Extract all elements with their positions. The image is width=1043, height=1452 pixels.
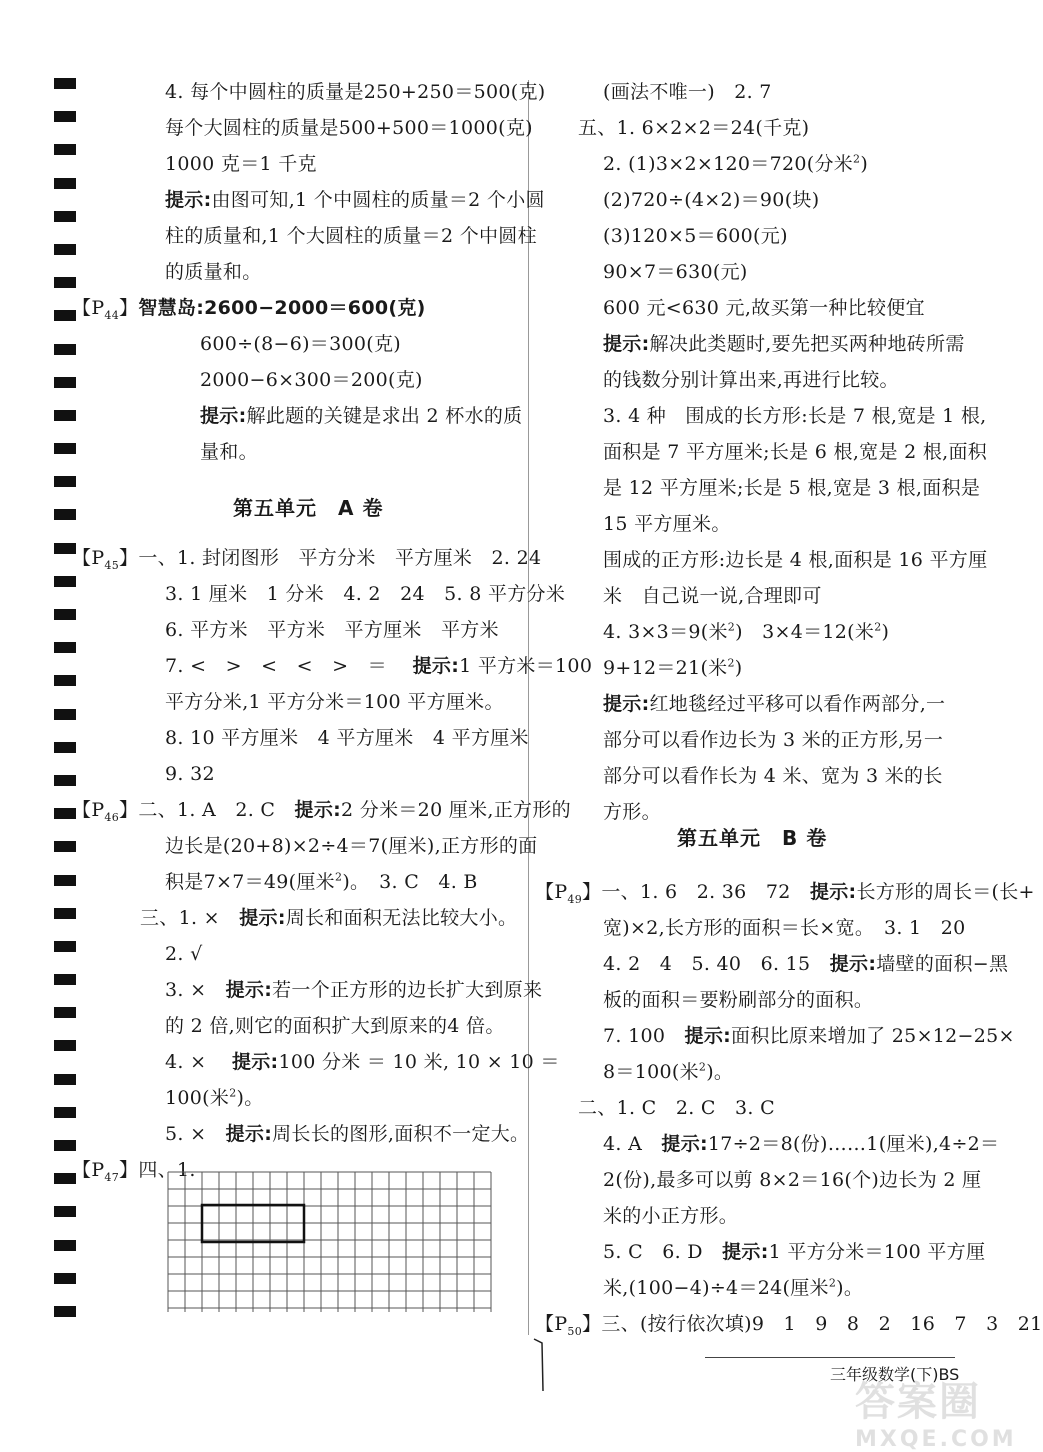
answer-line: 的 2 倍,则它的面积扩大到原来的4 倍。 <box>165 1015 505 1037</box>
binding-mark <box>54 111 76 122</box>
binding-mark <box>54 675 76 686</box>
binding-mark <box>54 1107 76 1118</box>
binding-mark <box>54 908 76 919</box>
answer-line: 600÷(8−6)＝300(克) <box>200 333 401 355</box>
answer-line: 【$P_{50}$】三、(按行依次填)9 1 9 8 2 16 7 3 21 <box>535 1313 1043 1338</box>
watermark-logo <box>855 1370 1017 1452</box>
binding-mark <box>54 277 76 288</box>
answer-line: 9+12＝21(米$^2$) <box>603 656 743 679</box>
page-ref: 【$P_{45}$】 <box>72 547 139 572</box>
binding-mark <box>54 609 76 620</box>
answer-line: 4. A 提示:17÷2＝8(份)……1(厘米),4÷2＝ <box>603 1133 1000 1155</box>
binding-mark <box>54 1206 76 1217</box>
binding-mark <box>54 178 76 189</box>
binding-mark <box>54 941 76 952</box>
answer-line: 【$P_{49}$】一、1. 6 2. 36 72 提示:长方形的周长＝(长+ <box>535 881 1035 906</box>
answer-line: 米 自己说一说,合理即可 <box>603 585 822 607</box>
binding-mark <box>54 78 76 89</box>
answer-line: 5. C 6. D 提示:1 平方分米＝100 平方厘 <box>603 1241 986 1263</box>
answer-line: 宽)×2,长方形的面积＝长×宽。 3. 1 20 <box>603 917 966 939</box>
answer-line: 柱的质量和,1 个大圆柱的质量＝2 个中圆柱 <box>165 225 537 247</box>
binding-mark <box>54 1007 76 1018</box>
answer-line: 三、1. × 提示:周长和面积无法比较大小。 <box>140 907 518 929</box>
book-footer: 三年级数学(下)BS <box>830 1365 960 1384</box>
hint-label: 提示: <box>239 907 286 929</box>
section-heading-unit5-b: 第五单元 B 卷 <box>677 826 828 850</box>
answer-line: 平方分米,1 平方分米＝100 平方厘米。 <box>165 691 504 713</box>
answer-line: 7. 100 提示:面积比原来增加了 25×12−25× <box>603 1025 1015 1047</box>
binding-mark <box>54 377 76 388</box>
answer-grid-drawing <box>168 1172 494 1320</box>
answer-line: 【$P_{47}$】四、1. <box>72 1159 196 1184</box>
binding-mark <box>54 476 76 487</box>
answer-line: (3)120×5＝600(元) <box>603 225 788 247</box>
binding-mark <box>54 144 76 155</box>
answer-line: (画法不唯一) 2. 7 <box>603 81 772 103</box>
binding-marks <box>54 78 80 1339</box>
answer-line: 板的面积＝要粉刷部分的面积。 <box>603 989 874 1011</box>
binding-mark <box>54 211 76 222</box>
answer-line: 2. √ <box>165 943 203 965</box>
binding-mark <box>54 875 76 886</box>
answer-line: 每个大圆柱的质量是500+500＝1000(克) <box>165 117 533 139</box>
hint-label: 提示: <box>603 333 650 355</box>
column-divider <box>528 80 529 1335</box>
binding-mark <box>54 709 76 720</box>
answer-line: 【$P_{44}$】智慧岛:2600−2000＝600(克) <box>72 297 426 322</box>
answer-line: 4. 3×3＝9(米$^2$) 3×4＝12(米$^2$) <box>603 620 890 643</box>
binding-mark <box>54 443 76 454</box>
answer-line: 的钱数分别计算出来,再进行比较。 <box>603 369 899 391</box>
answer-line: 7. < > < < > ＝ 提示:1 平方米＝100 <box>165 655 593 677</box>
hint-label: 提示: <box>294 799 342 821</box>
answer-line: 方形。 <box>603 801 661 823</box>
answer-line: 提示:解此题的关键是求出 2 杯水的质 <box>200 405 523 427</box>
page-ref: 【$P_{44}$】 <box>72 297 139 322</box>
answer-line: 部分可以看作长为 4 米、宽为 3 米的长 <box>603 765 943 787</box>
answer-line: 5. × 提示:周长长的图形,面积不一定大。 <box>165 1123 530 1145</box>
binding-mark <box>54 1273 76 1284</box>
answer-line: 是 12 平方厘米;长是 5 根,宽是 3 根,面积是 <box>603 477 981 499</box>
answer-line: 部分可以看作边长为 3 米的正方形,另一 <box>603 729 944 751</box>
hint-label: 提示: <box>225 1123 273 1145</box>
watermark-text: 答案圈 <box>855 1379 981 1425</box>
answer-line: 3. 4 种 围成的长方形:长是 7 根,宽是 1 根, <box>603 405 987 427</box>
answer-line: 米,(100−4)÷4＝24(厘米$^2$)。 <box>603 1276 864 1299</box>
binding-mark <box>54 344 76 355</box>
binding-mark <box>54 974 76 985</box>
binding-mark <box>54 642 76 653</box>
hint-label: 提示: <box>684 1025 732 1047</box>
answer-line: 【$P_{46}$】二、1. A 2. C 提示:2 分米＝20 厘米,正方形的 <box>72 799 571 824</box>
answer-line: 边长是(20+8)×2÷4＝7(厘米),正方形的面 <box>165 835 538 857</box>
answer-line: 4. × 提示:100 分米 ＝ 10 米, 10 × 10 ＝ <box>165 1051 560 1073</box>
answer-line: 2(份),最多可以剪 8×2＝16(个)边长为 2 厘 <box>603 1169 982 1191</box>
hint-label: 提示: <box>661 1133 708 1155</box>
answer-line: 8. 10 平方厘米 4 平方厘米 4 平方厘米 <box>165 727 529 749</box>
page-ref: 【$P_{46}$】 <box>72 799 139 824</box>
page-ref: 【$P_{47}$】 <box>72 1159 139 1184</box>
answer-line: 600 元<630 元,故买第一种比较便宜 <box>603 297 925 319</box>
answer-line: 15 平方厘米。 <box>603 513 731 535</box>
answer-line: (2)720÷(4×2)＝90(块) <box>603 189 820 211</box>
binding-mark <box>54 841 76 852</box>
hint-label: 提示: <box>412 655 460 677</box>
answer-line: 面积是 7 平方厘米;长是 6 根,宽是 2 根,面积 <box>603 441 988 463</box>
answer-line: 3. 1 厘米 1 分米 4. 2 24 5. 8 平方分米 <box>165 583 566 605</box>
hint-label: 提示: <box>225 979 273 1001</box>
binding-mark <box>54 410 76 421</box>
answer-line: 五、1. 6×2×2＝24(千克) <box>578 117 810 139</box>
binding-mark <box>54 742 76 753</box>
hint-label: 提示: <box>165 189 212 211</box>
answer-line: 量和。 <box>200 441 258 463</box>
answer-line: 100(米$^2$)。 <box>165 1086 264 1109</box>
binding-mark <box>54 509 76 520</box>
answer-line: 米的小正方形。 <box>603 1205 739 1227</box>
binding-mark <box>54 1306 76 1317</box>
binding-mark <box>54 775 76 786</box>
answer-line: 1000 克＝1 千克 <box>165 153 317 175</box>
page-ref: 【$P_{49}$】 <box>535 881 602 906</box>
answer-line: 【$P_{45}$】一、1. 封闭图形 平方分米 平方厘米 2. 24 <box>72 547 542 572</box>
watermark-url: MXQE.COM <box>855 1427 1017 1452</box>
answer-line: 提示:红地毯经过平移可以看作两部分,一 <box>603 693 946 715</box>
answer-line: 围成的正方形:边长是 4 根,面积是 16 平方厘 <box>603 549 988 571</box>
answer-line: 3. × 提示:若一个正方形的边长扩大到原来 <box>165 979 543 1001</box>
answer-line: 二、1. C 2. C 3. C <box>578 1097 775 1119</box>
binding-mark <box>54 244 76 255</box>
answer-line: 8＝100(米$^2$)。 <box>603 1060 734 1083</box>
answer-line: 的质量和。 <box>165 261 262 283</box>
hint-label: 提示: <box>603 693 650 715</box>
answer-line: 积是7×7＝49(厘米$^2$)。 3. C 4. B <box>165 870 478 893</box>
section-heading-unit5-a: 第五单元 A 卷 <box>233 496 384 520</box>
page-ref: 【$P_{50}$】 <box>535 1313 602 1338</box>
hint-label: 提示: <box>722 1241 769 1263</box>
binding-mark <box>54 1140 76 1151</box>
answer-line: 2000−6×300＝200(克) <box>200 369 423 391</box>
pen-stroke <box>530 1335 550 1395</box>
answer-line: 2. (1)3×2×120＝720(分米$^2$) <box>603 152 869 175</box>
footer-rule <box>705 1357 955 1358</box>
answer-line: 4. 每个中圆柱的质量是250+250＝500(克) <box>165 81 546 103</box>
hint-label: 提示: <box>829 953 877 975</box>
answer-line: 4. 2 4 5. 40 6. 15 提示:墙壁的面积−黑 <box>603 953 1009 975</box>
answer-line: 90×7＝630(元) <box>603 261 748 283</box>
binding-mark <box>54 1040 76 1051</box>
hint-label: 提示: <box>231 1051 279 1073</box>
binding-mark <box>54 1074 76 1085</box>
binding-mark <box>54 1240 76 1251</box>
hint-label: 提示: <box>809 881 857 903</box>
answer-line: 提示:由图可知,1 个中圆柱的质量＝2 个小圆 <box>165 189 545 211</box>
hint-label: 提示: <box>200 405 247 427</box>
answer-line: 提示:解决此类题时,要先把买两种地砖所需 <box>603 333 965 355</box>
answer-line: 9. 32 <box>165 763 215 785</box>
answer-line: 6. 平方米 平方米 平方厘米 平方米 <box>165 619 499 641</box>
